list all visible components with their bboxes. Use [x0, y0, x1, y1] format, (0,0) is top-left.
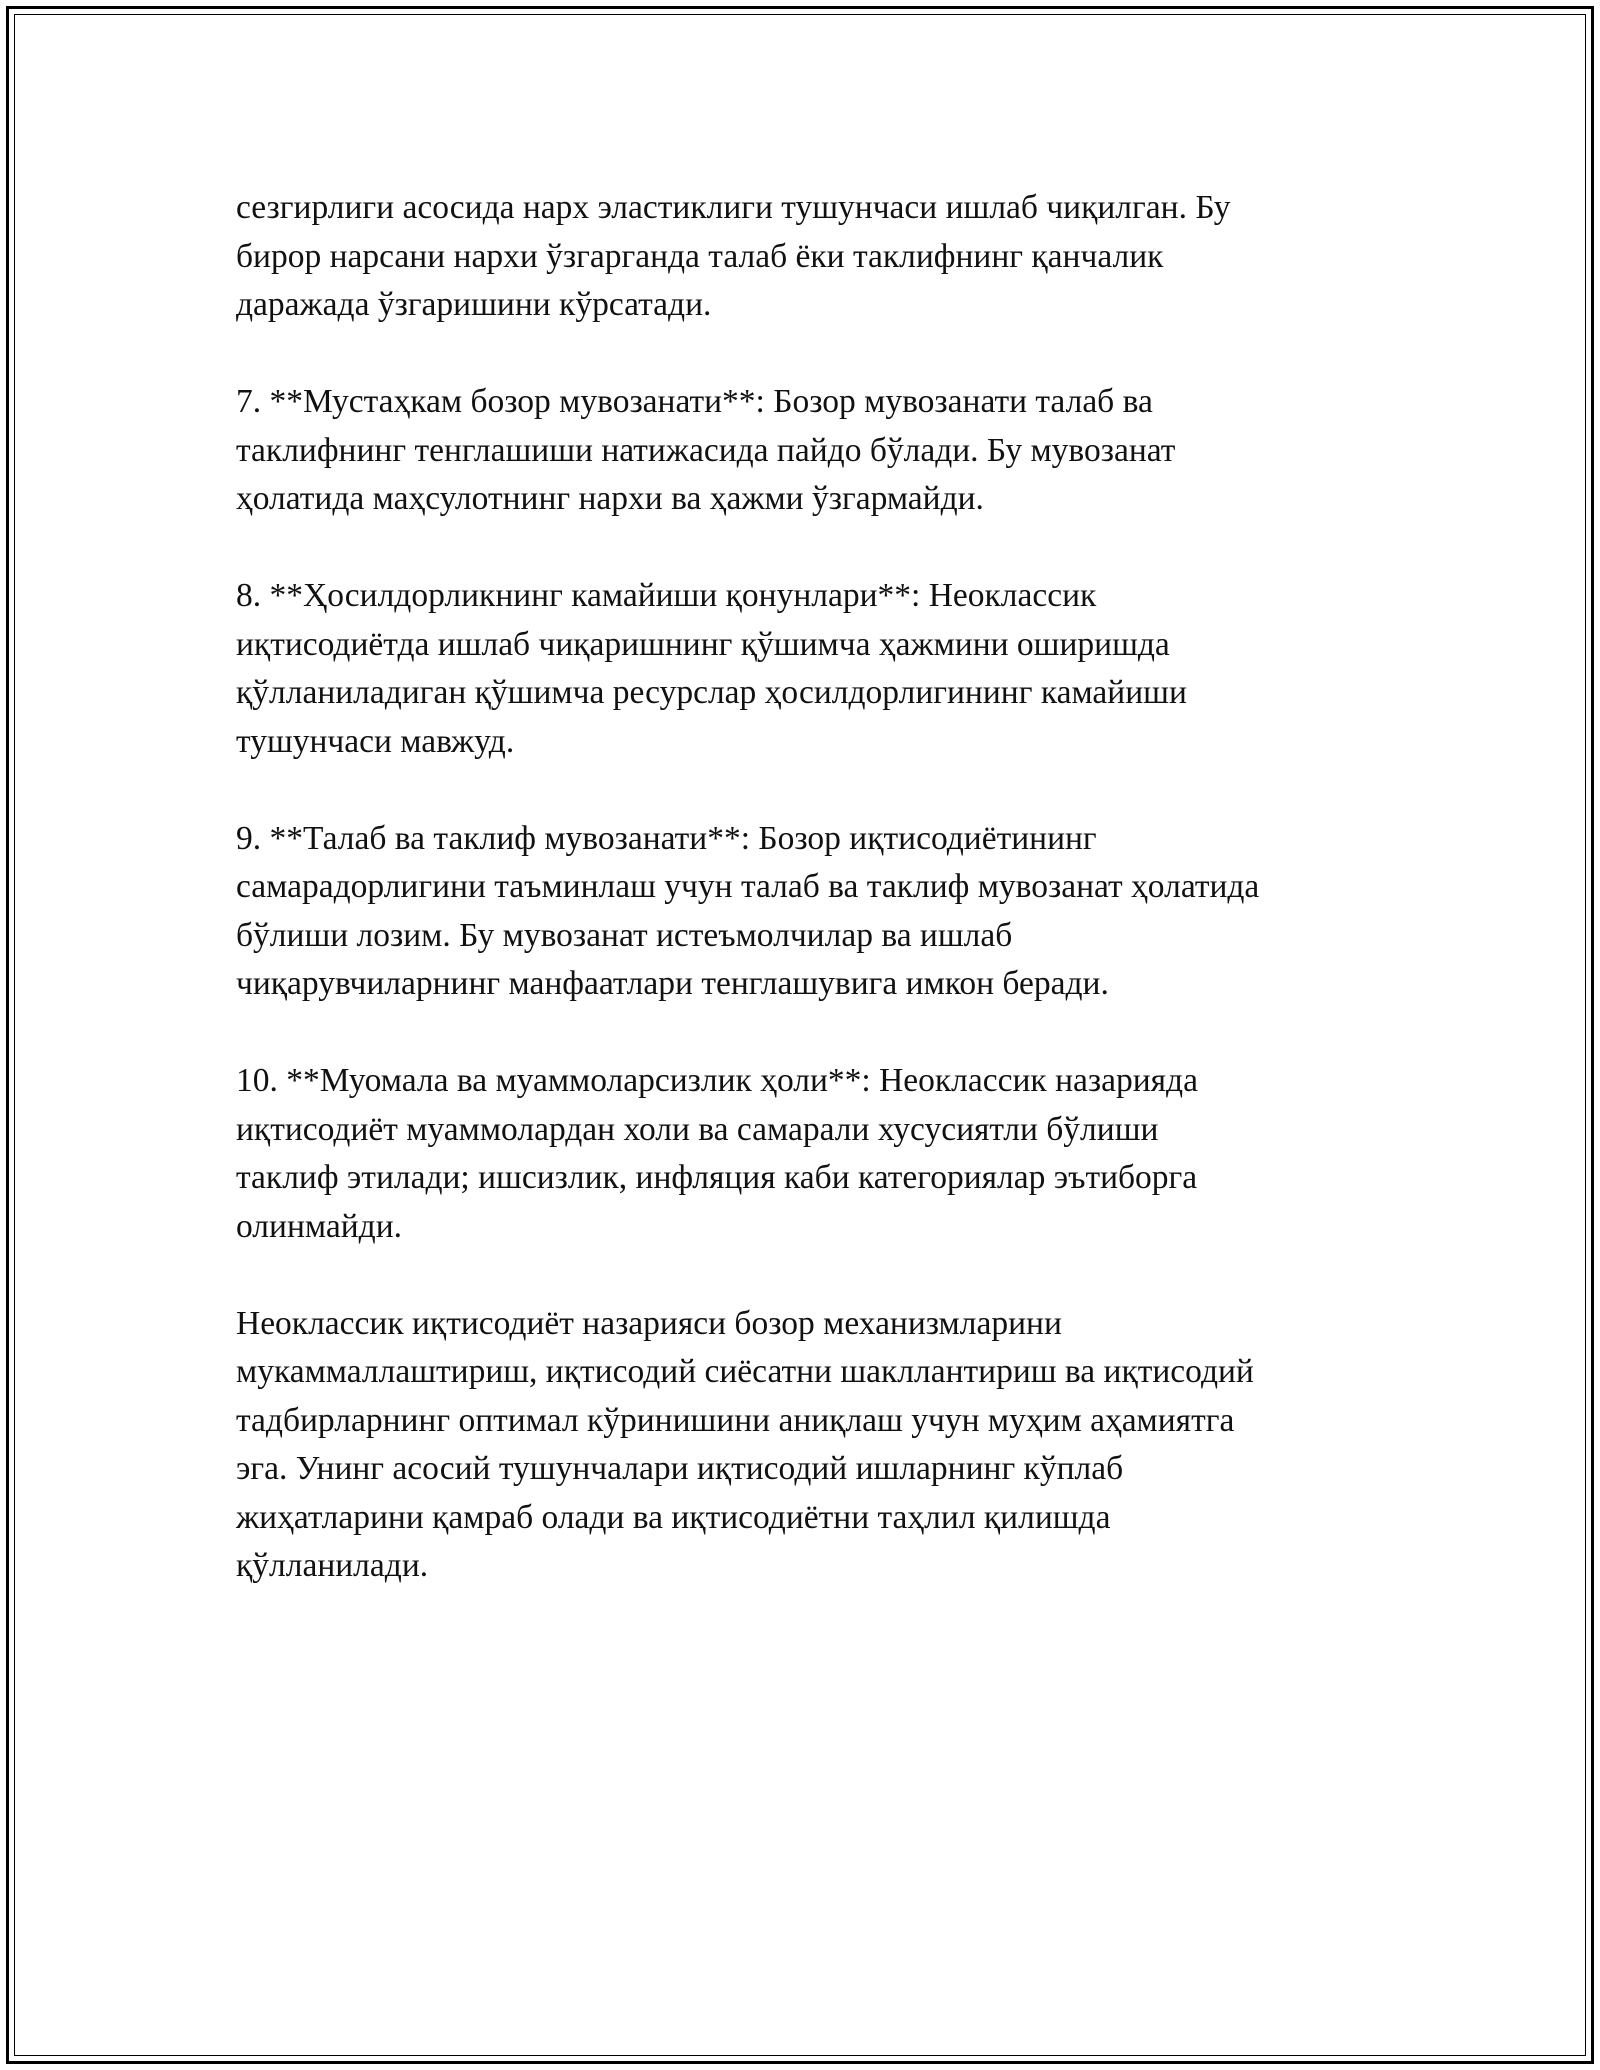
paragraph-item-8: 8. **Ҳосилдорликнинг камайиши қонунлари**: Неоклассик иқтисодиётда ишлаб чиқаришнинг қўшимча ҳажмини оширишда қўлланиладиган қўшимча ресурслар ҳосилдорлигининг камайиши тушунчаси мавжуд.: [236, 577, 1187, 760]
paragraph-elasticity: сезгирлиги асосида нарх эластиклиги тушунчаси ишлаб чиқилган. Бу бирор нарсани нархи ўзгарганда талаб ёки таклифнинг қанчалик даражада ўзгаришини кўрсатади.: [236, 189, 1231, 323]
document-body: [236, 184, 1386, 1639]
paragraph-item-10: 10. **Муомала ва муаммоларсизлик ҳоли**: Неоклассик назарияда иқтисодиёт муаммолардан холи ва самарали хусусиятли бўлиши таклиф этилади; ишсизлик, инфляция каби категориялар эътиборга олинмайди.: [236, 1062, 1198, 1245]
paragraph-item-9: 9. **Талаб ва таклиф мувозанати**: Бозор иқтисодиётининг самарадорлигини таъминлаш учун талаб ва таклиф мувозанат ҳолатида бўлиши лозим. Бу мувозанат истеъмолчилар ва ишлаб чиқарувчиларнинг манфаатлари тенглашувига имкон беради.: [236, 819, 1260, 1002]
paragraph-item-7: 7. **Мустаҳкам бозор мувозанати**: Бозор мувозанати талаб ва таклифнинг тенглашиши натижасида пайдо бўлади. Бу мувозанат ҳолатида маҳсулотнинг нархи ва ҳажми ўзгармайди.: [236, 383, 1176, 517]
paragraph-conclusion: Неоклассик иқтисодиёт назарияси бозор механизмларини мукаммаллаштириш, иқтисодий сиёсатни шакллантириш ва иқтисодий тадбирларнинг оптимал кўринишини аниқлаш учун муҳим аҳамиятга эга. Унинг асосий тушунчалари иқтисодий ишларнинг кўплаб жиҳатларини қамраб олади ва иқтисодиётни таҳлил қилишда қўлланилади.: [236, 1304, 1254, 1584]
